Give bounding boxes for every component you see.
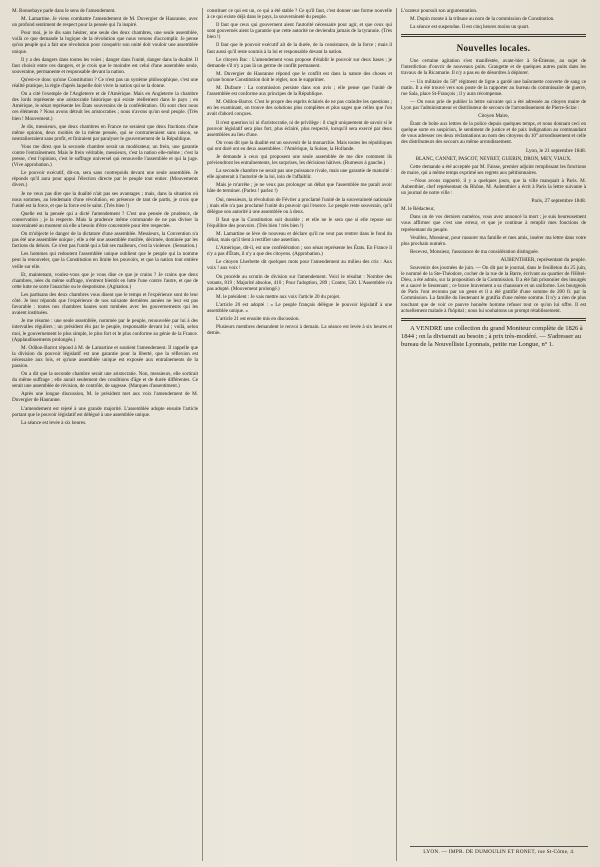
letter-body: Veuillez, Monsieur, pour rassurer ma famille et mes amis, insérer ma lettre dans votre plus prochain numéro. <box>401 234 586 247</box>
paragraph: On m'objecte le danger de la dictature d'une assemblée. Messieurs, la Convention n'a pas été une assemblée unique ; elle a été une assemblée mutilée, décimée, dominée par les factions du dehors. Ce n'est pas l'unité qui a fait ses malheurs, c'est la violence. (Sensation.) <box>12 231 198 250</box>
paragraph: Vous me direz que la seconde chambre serait un modérateur, un frein, une garantie contre l'entraînement. Mais le frein véritable, messieurs, c'est la nation elle-même ; c'est la presse, c'est l'opinion, c'est le suffrage universel qui renouvelle l'assemblée et qui la juge. (Vive approbation.) <box>12 143 198 169</box>
news-item: — Un militaire du 50° régiment de ligne a gardé une baïonnette couverte de sang ce matin. Il a été trouvé vers son poste de la rapporter au bureau du commissaire de guerre, rue Sala, place St-François ; il y aura récompense. <box>401 78 586 97</box>
paragraph: Quelle est la pensée qui a dicté l'amendement ? C'est une pensée de prudence, de conservation ; je la respecte. Mais la prudence même commande de ne pas diviser la souveraineté au moment où elle a besoin d'être concentrée pour être respectée. <box>12 210 198 229</box>
paragraph: Les partisans des deux chambres vous disent que le temps et l'expérience sont de leur côté. Je leur réponds que l'expérience de nos soixante dernières années ne leur est pas favorable : toutes nos chambres hautes sont tombées avec les gouvernements qui les avaient instituées. <box>12 291 198 317</box>
paragraph: L'Amérique, dit-il, est une confédération ; son sénat représente les États. En France il n'y a pas d'États, il n'y a que des citoyens. (Approbation.) <box>207 245 392 258</box>
paragraph: Les hommes qui redoutent l'assemblée unique oublient que le peuple qui la nomme peut la renouveler, que la Constitution en limite les pouvoirs, et que la nation tout entière veille sur elle. <box>12 251 198 270</box>
paragraph: Je dis, messieurs, que deux chambres en France ne seraient que deux fractions d'une même opinion, deux moitiés de la même pensée, qui se contrarieraient sans raison, se neutraliseraient sans profit, et finiraient par paralyser le gouvernement de la République. <box>12 123 198 142</box>
paragraph: Je ne veux pas dire que la dualité n'ait pas ses avantages ; mais, dans la situation où nous sommes, au lendemain d'une révolution, en présence de tant de partis, je crois que l'unité est la force, et que la force est le salut. (Très bien !) <box>12 190 198 209</box>
paragraph: Il y a des dangers dans toutes les voies ; danger dans l'unité, danger dans la dualité. Il faut choisir entre ces dangers, et je crois que le moindre est celui d'une assemblée seule, souveraine, permanente et responsable devant la nation. <box>12 56 198 75</box>
news-item: Cette demande a été acceptée par M. Faisse, premier adjoint remplissant les fonctions de maire, qui a même temps exprimé ses regrets aux pétitionnaires. <box>401 163 586 176</box>
letter-signature: AUBENTHIER, représentant du peuple. <box>500 256 586 263</box>
paragraph: M. Odilon-Barrot. C'est le propre des esprits éclairés de ne pas craindre les questions ; en les examinant, on trouve des solutions plus complètes et plus sages que celles que l'on avait d'abord conçues. <box>207 99 392 118</box>
paragraph: La séance est levée à six heures. <box>21 419 87 426</box>
paragraph: constituer ce qui est un, ce qui a été stable ? Ce qu'il faut, c'est donner une forme nouvelle à ce qui existe déjà dans le pays, la souveraineté du peuple. <box>207 8 392 21</box>
news-item: Une certaine agitation s'est manifestée, avant-hier à St-Étienne, au sujet de l'interdiction d'ouvrir de nouveaux puits. Grangette et de quelques autres puits dans les travaux de la Ricamarie. Il n'y a pas eu de désordres à déplorer. <box>401 58 586 77</box>
letter-salutation: Citoyen Maire, <box>478 113 509 120</box>
paragraph: Oui, messieurs, la révolution de Février a proclamé l'unité de la souveraineté nationale ; mais elle n'a pas proclamé l'unité du pouvoir qui l'exerce. Le peuple reste souverain, qu'il délègue son autorité à une assemblée ou à deux. <box>207 196 392 215</box>
section-divider <box>401 34 586 37</box>
paragraph: Et, maintenant, voulez-vous que je vous dise ce que je crains ? Je crains que deux chambres, nées du même suffrage, n'entrent bientôt en lutte l'une contre l'autre, et que de cette lutte ne sorte l'anarchie ou le despotisme. (Agitation.) <box>12 271 198 290</box>
paragraph: M. Dufaure : La commission persiste dans son avis ; elle pense que l'unité de l'assemblée est conforme aux principes de la République. <box>207 85 392 98</box>
paragraph: M. Odilon-Barrot répond à M. de Lamartine et soutient l'amendement. Il rappelle que la division du pouvoir législatif est une garantie pour la liberté, que la réflexion est nécessaire aux lois, et qu'une assemblée unique est exposée aux entraînements de la passion. <box>12 344 198 369</box>
paragraph: M. Dupin monte à la tribune au nom de la commission de Constitution. <box>410 16 555 23</box>
paragraph: L'amendement est rejeté à une grande majorité. L'assemblée adopte ensuite l'article portant que le pouvoir législatif est délégué à une assemblée unique. <box>12 405 198 418</box>
paragraph: Plusieurs membres demandent le renvoi à demain. La séance est levée à six heures et demie. <box>207 324 392 337</box>
column-right <box>396 8 590 861</box>
letter-body: Recevez, Monsieur, l'assurance de ma considération distinguée. <box>410 248 539 255</box>
letter-body: Étant de boîte aux lettres de la police depuis quelques temps, et nous donnant ceci en quelque sorte en suspicion, le sentiment de justice et de paix indignation au commandant de vous adresser ces deux réclamations au nom des citoyens du 10° arrondissement et celle des distributeurs des secours au même arrondissement. <box>401 121 586 146</box>
letter-date: Lyon, le 21 septembre 1848. <box>525 147 586 154</box>
letter-salutation: M. le Rédacteur, <box>401 206 435 213</box>
paragraph: Il faut que ceux qui gouvernent aient l'autorité nécessaire pour agir, et que ceux qui sont gouvernés aient la garantie que cette autorité ne deviendra jamais de la tyrannie. (Très bien !) <box>207 22 392 41</box>
column-left <box>8 8 202 861</box>
paragraph: Qu'est-ce donc qu'une Constitution ? Ce n'est pas un système philosophique, c'est une réalité pratique, la règle d'après laquelle doit vivre la nation qui se la donne. <box>12 76 198 90</box>
paragraph: Mais je m'arrête ; je ne veux pas prolonger un débat que l'assemblée me paraît avoir hâte de terminer. (Parlez ! parlez !) <box>207 182 392 195</box>
letter-dateline: Paris, 27 septembre 1848. <box>531 198 586 205</box>
paragraph: M. Lamartine se lève de nouveau et déclare qu'il ne veut pas rentrer dans le fond du débat, mais qu'il tient à rectifier une assertion. <box>207 231 392 244</box>
column-middle <box>202 8 396 861</box>
paragraph: Il faut que le pouvoir exécutif ait de la durée, de la consistance, de la force ; mais il faut aussi qu'il reste soumis à la loi et responsable devant la nation. <box>207 42 392 55</box>
paragraph: On procède au scrutin de division sur l'amendement. Voici le résultat : Nombre des votants, 819 ; Majorité absolue, 410 ; Pour l'adoption, 289 ; Contre, 530. L'Assemblée n'a pas adopté. (Mouvement prolongé.) <box>207 273 392 292</box>
paragraph: On vous dit que la dualité est un souvenir de la monarchie. Mais toutes les républiques qui ont duré ont eu deux assemblées : l'Amérique, la Suisse, la Hollande. <box>207 139 392 152</box>
paragraph: M. Bonnehaye parle dans le sens de l'amendement. <box>12 8 116 14</box>
letter-signatories: BLANC, CANNET, PASCOT, NEYRET, GUERIN, DRON, MEY, VIAUX. <box>415 155 572 162</box>
paragraph: Le citoyen Lherbette dit quelques mots pour l'amendement au milieu des cris : Aux voix ! aux voix ! <box>207 259 392 272</box>
section-heading: Nouvelles locales. <box>456 43 531 54</box>
paragraph: On a dit que la seconde chambre serait une aristocratie. Non, messieurs, elle sortirait du même suffrage ; elle aurait seulement des conditions d'âge et de durée différentes. Ce serait une assemblée de révision, de contrôle, de sagesse. (Marques d'assentiment.) <box>12 371 198 390</box>
paragraph: Le pouvoir exécutif, dit-on, sera sans contrepoids devant une seule assemblée. Je réponds qu'il aura pour appui l'élection directe par le peuple tout entier. (Mouvements divers.) <box>12 170 198 189</box>
advertisement: A VENDRE une collection du grand Moniteur complète de 1826 à 1844 ; on la diviserait au besoin ; à prix très-modéré. — S'adresser au bureau de la Nouvelliste Lyonnais, petite rue Longue, n° 1. <box>401 324 583 348</box>
paragraph: Après une longue discussion, M. le président met aux voix l'amendement de M. Duvergier de Hauranne. <box>12 391 198 404</box>
paragraph: La séance est suspendue. Il est cinq heures moins un quart. <box>410 24 530 31</box>
paragraph: Il faut que la Constitution soit durable ; et elle ne le sera que si elle repose sur l'équilibre des pouvoirs. (Très bien ! très bien !) <box>207 216 392 229</box>
paragraph: Je demande à ceux qui proposent une seule assemblée de me dire comment ils préviendront les entraînements, les surprises, les décisions hâtives. (Rumeurs à gauche.) <box>207 153 392 167</box>
paragraph: Pour moi, je le dis sans hésiter, une seule des deux chambres, une seule assemblée, voilà ce que demande la logique de la révolution que nous venons d'accomplir. Je pense qu'un peuple qui a fait une révolution pour conquérir son unité doit vouloir une assemblée unique. <box>12 30 198 55</box>
paragraph: Je me résume : une seule assemblée, nommée par le peuple, renouvelée par lui à des intervalles réguliers ; un président élu par le peuple, responsable devant lui ; voilà, selon moi, le gouvernement le plus simple, le plus fort et le plus conforme au génie de la France. (Applaudissements prolongés.) <box>12 318 198 343</box>
paragraph: L'article 21 est ensuite mis en discussion. <box>216 316 300 323</box>
paragraph: La seconde chambre ne serait pas une puissance rivale, mais une garantie de maturité : elle ajouterait à l'autorité de la loi, loin de l'affaiblir. <box>207 168 392 181</box>
paragraph: Le citoyen Bac : L'amendement vous propose d'établir le pouvoir sur deux bases ; je demande s'il n'y a pas là un germe de conflit permanent. <box>207 56 392 69</box>
paragraph: L'orateur poursuit son argumentation. <box>401 8 478 14</box>
news-item: —Nous avons rapporté, il y a quelques jours, que la ville manquait à Paris. M. Aubenthier, chef représentant du Rhône, M. Aubenthier a écrit à Paris la lettre suivante à un journal de notre ville : <box>401 177 586 197</box>
columns <box>8 8 592 861</box>
letter-body: Dans un de vos derniers numéros, vous avez annoncé la mort ; je suis heureusement vous affirmer que c'est une erreur, et que je continue à remplir mes fonctions de représentant du peuple. <box>401 214 586 233</box>
paragraph: L'article 20 est adopté : « Le peuple français délègue le pouvoir législatif à une assemblée unique. » <box>207 301 392 315</box>
section-divider <box>401 318 586 321</box>
news-item: Souvenirs des journées de juin. — On dit par le journal, dans le feuilleton du 25 juin, le nommé de la Ste-Théodore, cocher de la rue de la Barre, écrivant au quartier de l'Hôtel-Dieu, a été admis, sur la proposition de la Commission. Il a été fait prisonnier des insurgés et a sauvé le lieutenant ; ce brave bravement a sa chaussure et un uniforme. Les bourgeois de Paris l'ont reconnu par un geste et il a été gratifié d'une somme de 200 fr. par la Commission. La famille du lieutenant le gratifia d'une même somme. Il n'y a rien de plus touchant que de voir ce pauvre honnête homme refuser tout ce qu'on lui offre. Il est actuellement malade à l'hôpital ; nous lui souhaitons un prompt rétablissement. <box>401 265 586 314</box>
paragraph: M. le président : Je vais mettre aux voix l'article 20 du projet. <box>216 293 341 300</box>
printer-imprint: LYON. — IMPR. DE DUMOULIN ET RONET, rue St-Côme, 4. <box>410 846 588 855</box>
paragraph: On a cité l'exemple de l'Angleterre et de l'Amérique. Mais en Angleterre la chambre des lords représente une aristocratie historique qui existe réellement dans le pays ; en Amérique, le sénat représente les États souverains de la confédération. Où sont chez nous ces éléments ? Nous avons détruit les aristocraties ; nous n'avons qu'un seul peuple. (Très bien ! Mouvement.) <box>12 91 198 122</box>
news-item: — On nous prie de publier la lettre suivante qui a été adressée au citoyen maire de Lyon par l'administrateur et distributeur de secours de l'arrondissement de Pierre-Scize : <box>401 98 586 111</box>
paragraph: M. Lamartine. Je viens combattre l'amendement de M. Duvergier de Hauranne, avec un profond sentiment de respect pour la pensée qui l'a inspiré. <box>12 16 198 29</box>
paragraph: Il n'est question ici ni d'aristocratie, ni de privilège : il s'agit uniquement de savoir si le pouvoir législatif sera plus fort, plus éclairé, plus respecté, lorsqu'il sera exercé par deux assemblées au lieu d'une. <box>207 119 392 138</box>
paragraph: M. Duvergier de Hauranne répond que le conflit est dans la nature des choses et qu'une bonne Constitution doit le régler, non le supprimer. <box>207 70 392 83</box>
